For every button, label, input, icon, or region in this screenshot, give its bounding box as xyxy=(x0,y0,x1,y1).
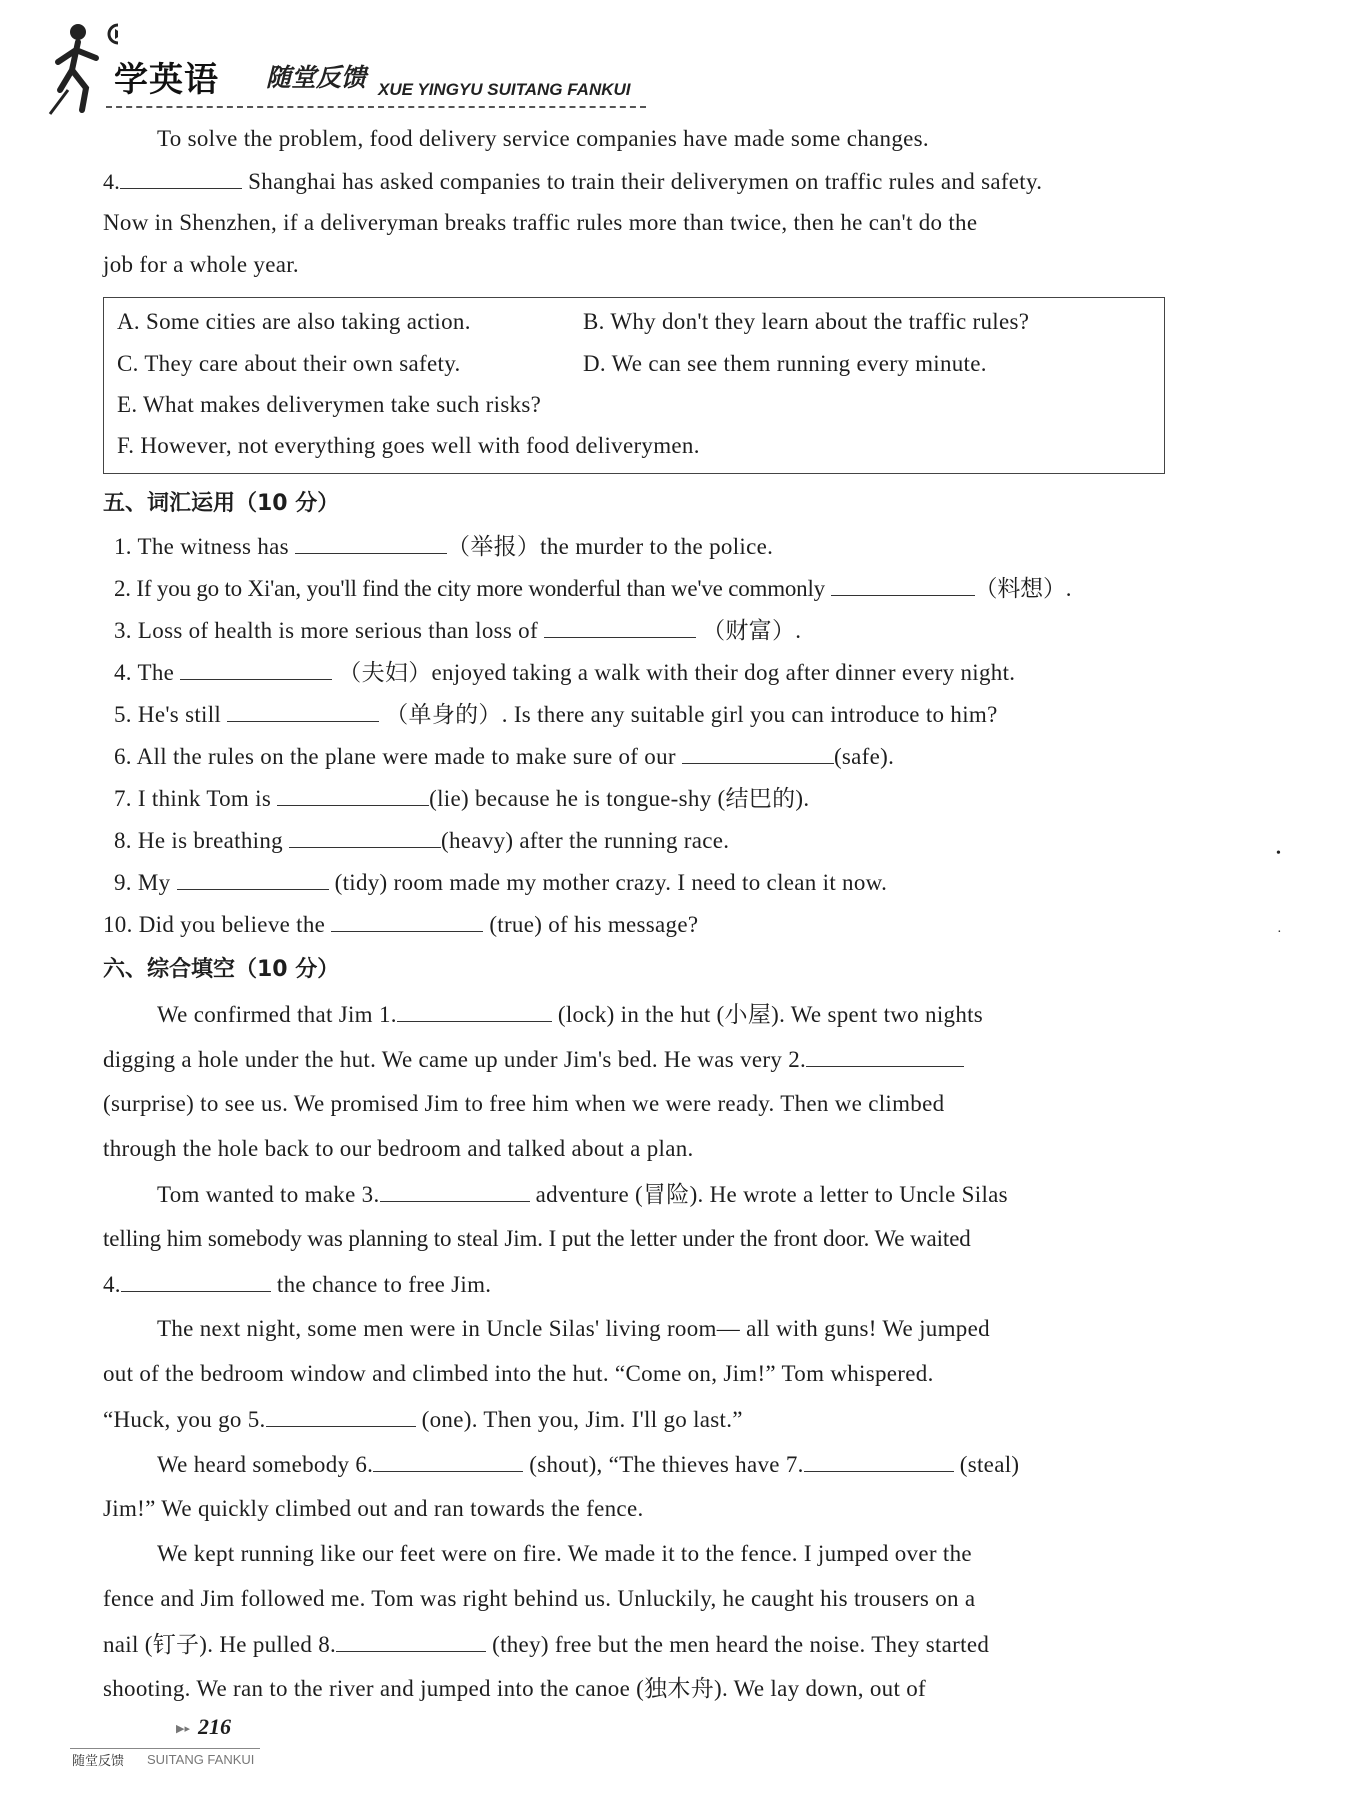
answer-blank[interactable] xyxy=(806,1044,964,1067)
margin-mark: · xyxy=(1277,925,1282,940)
cloze-line: We confirmed that Jim 1. (lock) in the hut (小屋). We spent two nights xyxy=(157,999,983,1030)
passage-line xyxy=(103,166,1042,197)
header-title: 学英语 xyxy=(114,60,219,100)
cloze-line: Jim!” We quickly climbed out and ran towards the fence. xyxy=(103,1496,644,1521)
option-e: E. What makes deliverymen take such risks? xyxy=(117,392,542,417)
vocab-item: 4. The （夫妇）enjoyed taking a walk with their dog after dinner every night. xyxy=(114,657,1015,688)
answer-blank[interactable] xyxy=(227,699,379,722)
vocab-item: 5. He's still （单身的）. Is there any suitable girl you can introduce to him? xyxy=(114,699,998,730)
vocab-item: 7. I think Tom is (lie) because he is tongue-shy (结巴的). xyxy=(114,783,809,814)
answer-blank[interactable] xyxy=(121,1269,271,1292)
answer-blank[interactable] xyxy=(331,909,483,932)
answer-blank[interactable] xyxy=(380,1179,530,1202)
passage-line: To solve the problem, food delivery service companies have made some changes. xyxy=(157,126,929,151)
vocab-item: 9. My (tidy) room made my mother crazy. I need to clean it now. xyxy=(114,867,887,898)
section-title: 五、词汇运用（10 分） xyxy=(103,491,340,516)
vocab-item: 3. Loss of health is more serious than loss of （财富）. xyxy=(114,615,801,646)
option-a: A. Some cities are also taking action. xyxy=(117,309,471,334)
blank-number: 4. xyxy=(103,169,121,194)
cloze-line: nail (钉子). He pulled 8. (they) free but the men heard the noise. They started xyxy=(103,1629,989,1660)
answer-blank[interactable] xyxy=(289,825,441,848)
answer-blank[interactable] xyxy=(544,615,696,638)
vocab-item: 1. The witness has （举报）the murder to the police. xyxy=(114,531,773,562)
footer-label: 随堂反馈 xyxy=(72,1754,125,1769)
runner-logo-icon xyxy=(48,18,118,118)
cloze-line: (surprise) to see us. We promised Jim to free him when we were ready. Then we climbed xyxy=(103,1091,945,1116)
footer-pinyin: SUITANG FANKUI xyxy=(147,1752,255,1767)
answer-blank[interactable] xyxy=(277,783,429,806)
option-b: B. Why don't they learn about the traffic rules? xyxy=(583,309,1030,334)
page-header xyxy=(48,18,638,118)
vocab-item: 8. He is breathing (heavy) after the running race. xyxy=(114,825,729,856)
cloze-line: We kept running like our feet were on fire. We made it to the fence. I jumped over the xyxy=(157,1541,972,1566)
vocab-item: 10. Did you believe the (true) of his message? xyxy=(103,909,698,940)
answer-blank[interactable] xyxy=(804,1449,954,1472)
header-dashed-line xyxy=(106,106,646,108)
cloze-line: Tom wanted to make 3. adventure (冒险). He wrote a letter to Uncle Silas xyxy=(157,1179,1008,1210)
cloze-line: telling him somebody was planning to steal Jim. I put the letter under the front door. We waited xyxy=(103,1226,971,1251)
answer-blank[interactable] xyxy=(397,999,552,1022)
answer-blank[interactable] xyxy=(336,1629,486,1652)
cloze-line: digging a hole under the hut. We came up under Jim's bed. He was very 2. xyxy=(103,1044,964,1075)
cloze-line: 4. the chance to free Jim. xyxy=(103,1269,491,1300)
page-number: 216 xyxy=(198,1714,231,1739)
cloze-line: through the hole back to our bedroom and talked about a plan. xyxy=(103,1136,694,1161)
answer-blank[interactable] xyxy=(180,657,332,680)
passage-line: job for a whole year. xyxy=(103,252,299,277)
cloze-line: shooting. We ran to the river and jumped into the canoe (独木舟). We lay down, out of xyxy=(103,1676,926,1701)
answer-blank[interactable] xyxy=(266,1404,416,1427)
cloze-line: The next night, some men were in Uncle Silas' living room— all with guns! We jumped xyxy=(157,1316,990,1341)
vocab-item: 2. If you go to Xi'an, you'll find the city more wonderful than we've commonly （料想）. xyxy=(114,573,1071,604)
passage-text: Shanghai has asked companies to train their deliverymen on traffic rules and safety. xyxy=(248,169,1043,194)
cloze-line: out of the bedroom window and climbed into the hut. “Come on, Jim!” Tom whispered. xyxy=(103,1361,934,1386)
passage-line: Now in Shenzhen, if a deliveryman breaks traffic rules more than twice, then he can't do the xyxy=(103,210,978,235)
answer-blank[interactable] xyxy=(373,1449,523,1472)
option-f: F. However, not everything goes well with food deliverymen. xyxy=(117,433,700,458)
header-subtitle: 随堂反馈 xyxy=(266,63,367,92)
cloze-line: “Huck, you go 5. (one). Then you, Jim. I'll go last.” xyxy=(103,1404,743,1435)
answer-blank[interactable] xyxy=(682,741,834,764)
margin-mark: • xyxy=(1276,846,1281,861)
header-pinyin: XUE YINGYU SUITANG FANKUI xyxy=(378,80,631,99)
footer-arrow-icon: ▶▸ xyxy=(176,1723,190,1735)
answer-blank[interactable] xyxy=(177,867,329,890)
option-c: C. They care about their own safety. xyxy=(117,351,461,376)
answer-blank[interactable] xyxy=(295,531,447,554)
cloze-line: We heard somebody 6. (shout), “The thieves have 7. (steal) xyxy=(157,1449,1019,1480)
answer-blank[interactable] xyxy=(831,573,975,596)
section-title: 六、综合填空（10 分） xyxy=(103,957,340,982)
option-d: D. We can see them running every minute. xyxy=(583,351,987,376)
answer-blank[interactable] xyxy=(120,166,242,189)
cloze-line: fence and Jim followed me. Tom was right behind us. Unluckily, he caught his trousers on a xyxy=(103,1586,976,1611)
vocab-item: 6. All the rules on the plane were made to make sure of our (safe). xyxy=(114,741,894,772)
